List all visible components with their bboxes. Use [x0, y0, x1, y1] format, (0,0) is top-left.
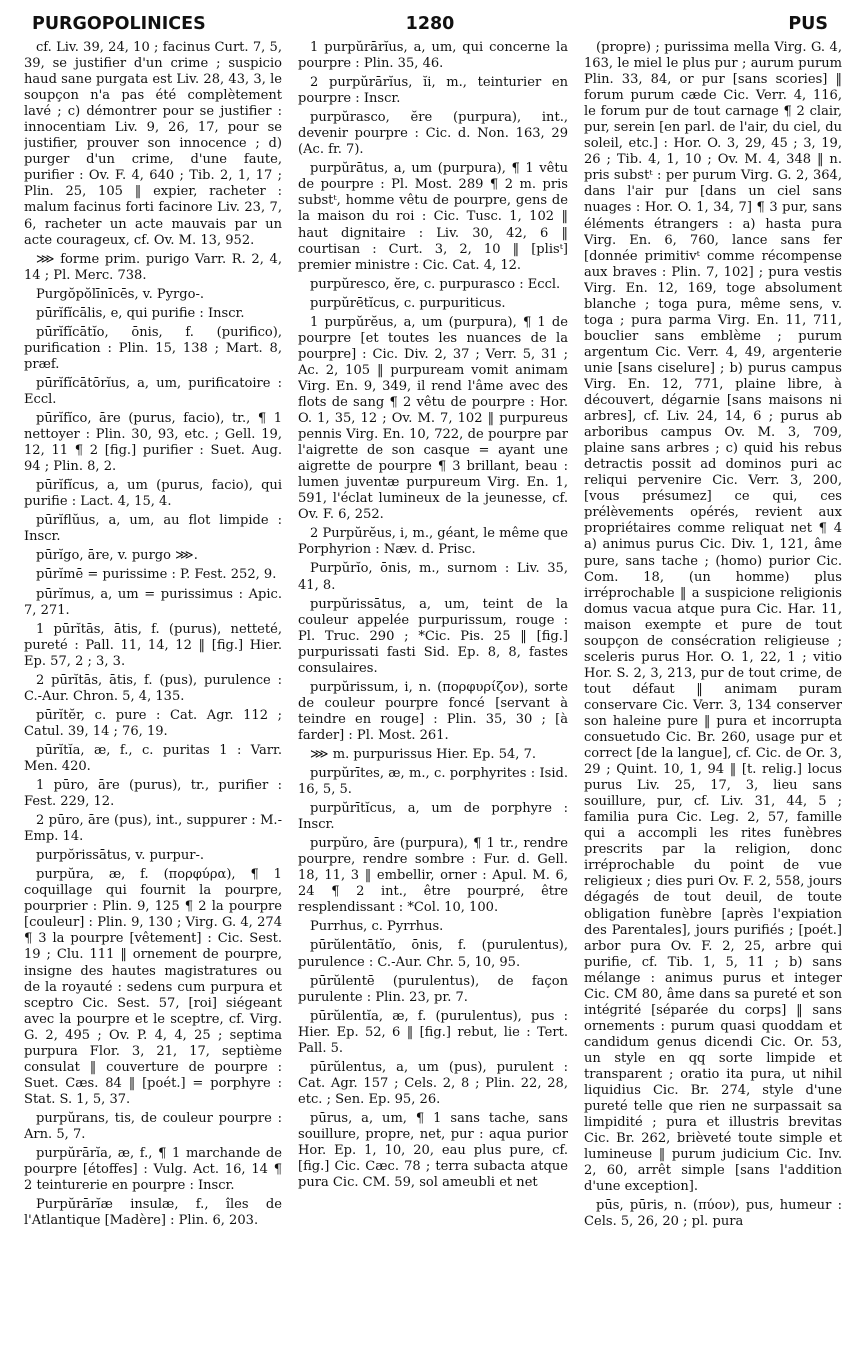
dictionary-entry: ⋙ forme prim. purigo Varr. R. 2, 4, 14 ; Pl. Merc. 738.	[24, 251, 282, 283]
dictionary-entry: 1 pūro, āre (purus), tr., purifier : Fest. 229, 12.	[24, 778, 282, 810]
page-header	[24, 10, 836, 40]
dictionary-entry: pūrus, a, um, ¶ 1 sans tache, sans souillure, propre, net, pur : aqua purior Hor. Ep. 1, 10, 20, eau plus pure, cf. [fig.] Cic. Cæc. 78 ; terra subacta atque pura Cic. CM. 59, sol ameubli et net	[298, 1110, 568, 1191]
dictionary-entry: purpŭrasco, ĕre (purpura), int., devenir pourpre : Cic. d. Non. 163, 29 (Ac. fr. 7).	[298, 110, 568, 158]
dictionary-entry: purpŭrītĭcus, a, um de porphyre : Inscr.	[298, 801, 568, 833]
dictionary-entry: 1 purpŭrĕus, a, um (purpura), ¶ 1 de pourpre [et toutes les nuances de la pourpre] : Cic. Div. 2, 37 ; Verr. 5, 31 ; Ac. 2, 105 ‖ purpuream vomit animam Virg. En. 9, 349, il rend l'âme avec des flots de sang ¶ 2 vêtu de pourpre : Hor. O. 1, 35, 12 ; Ov. M. 7, 102 ‖ purpureus pennis Virg. En. 10, 722, de pourpre par l'aigrette de son casque = ayant une aigrette de pourpre ¶ 3 brillant, beau : lumen juventæ purpureum Virg. En. 1, 591, l'éclat lumineux de la jeunesse, cf. Ov. F. 6, 252.	[298, 314, 568, 523]
dictionary-entry: pūrŭlentē (purulentus), de façon purulente : Plin. 23, pr. 7.	[298, 973, 568, 1005]
dictionary-columns	[24, 40, 842, 1355]
dictionary-entry: cf. Liv. 39, 24, 10 ; facinus Curt. 7, 5, 39, se justifier d'un crime ; suspicio haud sane purgata est Liv. 28, 43, 3, le soupçon n'a pas été complètement lavé ; c) démontrer pour se justifier : innocentiam Liv. 9, 26, 17, pour se justifier, prouver son innocence ; d) purger d'un crime, d'une faute, purifier : Ov. F. 4, 640 ; Tib. 2, 1, 17 ; Plin. 25, 105 ‖ expier, racheter : malum facinus forti facinore Liv. 23, 7, 6, racheter un acte mauvais par un acte courageux, cf. Ov. M. 13, 952.	[24, 40, 282, 248]
dictionary-entry: purpŭrans, tis, de couleur pourpre : Arn. 5, 7.	[24, 1110, 282, 1142]
right-running-head: PUS	[788, 14, 828, 34]
dictionary-entry: (propre) ; purissima mella Virg. G. 4, 163, le miel le plus pur ; aurum purum Plin. 33, 84, or pur [sans scories] ‖ forum purum cæde Cic. Verr. 4, 116, le forum pur de tout carnage ¶ 2 clair, pur, serein [en parl. de l'air, du ciel, du soleil, etc.] : Hor. O. 3, 29, 45 ; 3, 19, 26 ; Tib. 4, 1, 10 ; Ov. M. 4, 348 ‖ n. pris substᵗ : per purum Virg. G. 2, 364, dans l'air pur [dans un ciel sans nuages : Hor. O. 1, 34, 7] ¶ 3 pur, sans éléments étrangers : a) hasta pura Virg. En. 6, 760, lance sans fer [donnée primitivᵗ comme récompense aux braves : Plin. 7, 102] ; pura vestis Virg. En. 12, 169, toge absolument blanche ; toga pura, même sens, v. toga ; pura parma Virg. En. 11, 711, bouclier sans emblème ; purum argentum Cic. Verr. 4, 49, argenterie unie [sans ciselure] ; b) purus campus Virg. En. 12, 771, plaine libre, à découvert, dégarnie [sans maisons ni arbres], cf. Liv. 24, 14, 6 ; purus ab arboribus campus Ov. M. 3, 709, plaine sans arbres ; c) quid his rebus detractis possit ad dominos puri ac reliqui pervenire Cic. Verr. 3, 200, [vous présumez] ce qui, ces prélèvements opérés, revient aux propriétaires comme reliquat net ¶ 4 a) animus purus Cic. Div. 1, 121, âme pure, sans tache ; (homo) purior Cic. Com. 18, (un homme) plus irréprochable ‖ a suspicione religionis domus vacua atque pura Cic. Har. 11, maison exempte et pure de tout soupçon de consécration religieuse ; sceleris purus Hor. O. 1, 22, 1 ; vitio Hor. S. 2, 3, 213, pur de tout crime, de tout défaut ‖ animam puram conservare Cic. Verr. 3, 134 conserver son haleine pure ‖ pura et incorrupta consuetudo Cic. Br. 260, usage pur et correct [de la langue], cf. Cic. de Or. 3, 29 ; Quint. 10, 1, 94 ‖ [t. relig.] locus purus Liv. 25, 17, 3, lieu sans souillure, pur, cf. Liv. 31, 44, 5 ; familia pura Cic. Leg. 2, 57, famille qui a accompli les rites funèbres prescrits par la religion, donc irréprochable du point de vue religieux ; dies puri Ov. F. 2, 558, jours dégagés de tout deuil, de toute obligation funèbre [après l'expiation des Parentales], jours purifiés ; [poét.] arbor pura Ov. F. 2, 25, arbre qui purifie, cf. Tib. 1, 5, 11 ; b) sans mélange : animus purus et integer Cic. CM 80, âme dans sa pureté et son intégrité [séparée du corps] ‖ sans ornements : purum quasi quoddam et candidum genus dicendi Cic. Or. 53, un style en qq sorte limpide et transparent ; oratio ita pura, ut nihil liquidius Cic. Br. 274, style d'une pureté telle que rien ne surpassait sa limpidité ; pura et illustris brevitas Cic. Br. 262, brièveté toute simple et lumineuse ‖ purum judicium Cic. Inv. 2, 60, arrêt simple [sans l'addition d'une exception].	[584, 40, 842, 1195]
dictionary-entry: pūrĭfĭcālis, e, qui purifie : Inscr.	[36, 305, 245, 321]
dictionary-entry: pūrĭfĭcus, a, um (purus, facio), qui purifie : Lact. 4, 15, 4.	[24, 478, 282, 510]
dictionary-entry: pūrŭlentātĭo, ōnis, f. (purulentus), purulence : C.-Aur. Chr. 5, 10, 95.	[298, 938, 568, 970]
dictionary-entry: 2 pūro, āre (pus), int., suppurer : M.-Emp. 14.	[24, 813, 282, 845]
dictionary-entry: 2 purpŭrārĭus, ĭi, m., teinturier en pourpre : Inscr.	[298, 75, 568, 107]
dictionary-entry: pūrĭfĭco, āre (purus, facio), tr., ¶ 1 nettoyer : Plin. 30, 93, etc. ; Gell. 19, 12, 11 ¶ 2 [fig.] purifier : Suet. Aug. 94 ; Plin. 8, 2.	[24, 411, 282, 475]
dictionary-entry: purpŭro, āre (purpura), ¶ 1 tr., rendre pourpre, rendre sombre : Fur. d. Gell. 18, 11, 3 ‖ embellir, orner : Apul. M. 6, 24 ¶ 2 int., être pourpré, être resplendissant : *Col. 10, 100.	[298, 836, 568, 916]
dictionary-entry: purpŏrissātus, v. purpur-.	[36, 848, 205, 864]
dictionary-entry: 1 purpŭrārĭus, a, um, qui concerne la pourpre : Plin. 35, 46.	[298, 40, 568, 72]
dictionary-entry: pūrŭlentus, a, um (pus), purulent : Cat. Agr. 157 ; Cels. 2, 8 ; Plin. 22, 28, etc. ; Sen. Ep. 95, 26.	[298, 1059, 568, 1107]
column-1	[24, 40, 282, 1355]
dictionary-entry: pūs, pūris, n. (πύον), pus, humeur : Cels. 5, 26, 20 ; pl. pura	[584, 1198, 842, 1230]
dictionary-entry: purpŭrētĭcus, c. purpuriticus.	[310, 295, 506, 311]
dictionary-entry: Purgŏpŏlīnīcēs, v. Pyrgo-.	[36, 286, 205, 302]
dictionary-entry: purpŭrissum, i, n. (πορφυρίζον), sorte de couleur pourpre foncé [servant à teindre en rouge] : Plin. 35, 30 ; [à farder] : Pl. Most. 261.	[298, 679, 568, 743]
dictionary-entry: Purpŭrĭo, ōnis, m., surnom : Liv. 35, 41, 8.	[298, 561, 568, 593]
dictionary-entry: pūrĭfĭcātĭo, ōnis, f. (purifico), purification : Plin. 15, 138 ; Mart. 8, præf.	[24, 324, 282, 372]
dictionary-entry: purpŭrārĭa, æ, f., ¶ 1 marchande de pourpre [étoffes] : Vulg. Act. 16, 14 ¶ 2 teinturerie en pourpre : Inscr.	[24, 1146, 282, 1194]
dictionary-entry: purpŭra, æ, f. (πορφύρα), ¶ 1 coquillage qui fournit la pourpre, pourprier : Plin. 9, 125 ¶ 2 la pourpre [couleur] : Plin. 9, 130 ; Virg. G. 4, 274 ¶ 3 la pourpre [vêtement] : Cic. Sest. 19 ; Clu. 111 ‖ ornement de pourpre, insigne des hautes magistratures ou de la royauté : sedens cum purpura et sceptro Cic. Sest. 57, [roi] siégeant avec la pourpre et le sceptre, cf. Virg. G. 2, 495 ; Ov. P. 4, 4, 25 ; septima purpura Flor. 3, 21, 17, septième consulat ‖ couverture de pourpre : Suet. Cæs. 84 ‖ [poét.] = porphyre : Stat. S. 1, 5, 37.	[24, 867, 282, 1107]
left-running-head: PURGOPOLINICES	[32, 14, 206, 34]
dictionary-entry: 2 Purpŭrĕus, i, m., géant, le même que Porphyrion : Næv. d. Prisc.	[298, 526, 568, 558]
dictionary-entry: pūrĭmē = purissime : P. Fest. 252, 9.	[36, 567, 277, 583]
dictionary-entry: pūrĭmus, a, um = purissimus : Apic. 7, 271.	[24, 586, 282, 618]
dictionary-entry: 2 pūrĭtās, ātis, f. (pus), purulence : C.-Aur. Chron. 5, 4, 135.	[24, 672, 282, 704]
page-number: 1280	[405, 14, 455, 34]
dictionary-entry: purpŭrītes, æ, m., c. porphyrites : Isid. 16, 5, 5.	[298, 766, 568, 798]
dictionary-entry: pūrĭgo, āre, v. purgo ⋙.	[36, 548, 198, 564]
dictionary-entry: pūrŭlentĭa, æ, f. (purulentus), pus : Hier. Ep. 52, 6 ‖ [fig.] rebut, lie : Tert. Pall. 5.	[298, 1008, 568, 1056]
dictionary-entry: pūrĭtĕr, c. pure : Cat. Agr. 112 ; Catul. 39, 14 ; 76, 19.	[24, 707, 282, 739]
dictionary-entry: ⋙ m. purpurissus Hier. Ep. 54, 7.	[310, 746, 537, 762]
column-2	[298, 40, 568, 1355]
dictionary-entry: purpŭrissātus, a, um, teint de la couleur appelée purpurissum, rouge : Pl. Truc. 290 ; *Cic. Pis. 25 ‖ [fig.] purpurissati fasti Sid. Ep. 8, 8, fastes consulaires.	[298, 596, 568, 676]
dictionary-entry: pūrĭfĭcātōrĭus, a, um, purificatoire : Eccl.	[24, 375, 282, 407]
dictionary-entry: pūrĭtĭa, æ, f., c. puritas 1 : Varr. Men. 420.	[24, 742, 282, 774]
dictionary-entry: purpŭrātus, a, um (purpura), ¶ 1 vêtu de pourpre : Pl. Most. 289 ¶ 2 m. pris substᵗ, homme vêtu de pourpre, gens de la maison du roi : Cic. Tusc. 1, 102 ‖ haut dignitaire : Liv. 30, 42, 6 ‖ courtisan : Curt. 3, 2, 10 ‖ [plisᵗ] premier ministre : Cic. Cat. 4, 12.	[298, 161, 568, 273]
column-3	[584, 40, 842, 1355]
dictionary-entry: 1 pūrĭtās, ātis, f. (purus), netteté, pureté : Pall. 11, 14, 12 ‖ [fig.] Hier. Ep. 57, 2 ; 3, 3.	[24, 621, 282, 669]
dictionary-entry: Purrhus, c. Pyrrhus.	[310, 919, 444, 935]
dictionary-entry: Purpŭrārĭæ insulæ, f., îles de l'Atlantique [Madère] : Plin. 6, 203.	[24, 1197, 282, 1229]
dictionary-entry: purpŭresco, ĕre, c. purpurasco : Eccl.	[310, 276, 561, 292]
dictionary-entry: pūrĭflŭus, a, um, au flot limpide : Inscr.	[24, 513, 282, 545]
